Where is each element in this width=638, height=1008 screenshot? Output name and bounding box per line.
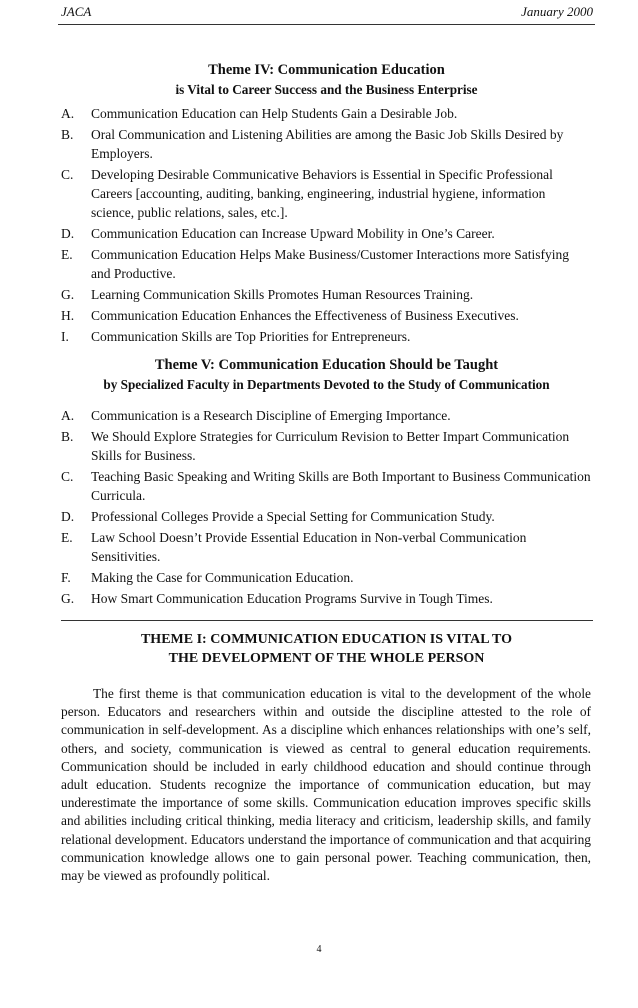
item-text: Communication Education can Help Students Gain a Desirable Job. xyxy=(91,106,458,121)
list-item xyxy=(61,568,591,587)
theme4-list xyxy=(61,104,591,348)
item-letter: E. xyxy=(61,247,73,262)
theme5-list xyxy=(61,406,591,610)
item-text: Teaching Basic Speaking and Writing Skills are Both Important to Business Communication Curricula. xyxy=(91,469,591,503)
theme5-title xyxy=(58,356,595,394)
item-letter: I. xyxy=(61,329,69,344)
section-heading xyxy=(58,630,595,668)
item-text: Learning Communication Skills Promotes Human Resources Training. xyxy=(91,287,474,302)
item-letter: B. xyxy=(61,127,74,142)
theme4-title-line2: is Vital to Career Success and the Business Enterprise xyxy=(175,82,478,97)
list-item xyxy=(61,589,591,608)
item-text: Making the Case for Communication Education. xyxy=(91,570,354,585)
item-letter: G. xyxy=(61,591,75,606)
header-divider xyxy=(58,24,595,25)
item-text: Oral Communication and Listening Abilities are among the Basic Job Skills Desired by Employers. xyxy=(91,127,564,161)
list-item xyxy=(61,306,591,325)
section-heading-line2: THE DEVELOPMENT OF THE WHOLE PERSON xyxy=(168,651,485,666)
list-item xyxy=(61,327,591,346)
list-item xyxy=(61,125,591,163)
item-letter: G. xyxy=(61,287,75,302)
list-item xyxy=(61,224,591,243)
item-text: Professional Colleges Provide a Special Setting for Communication Study. xyxy=(91,509,495,524)
item-letter: F. xyxy=(61,570,71,585)
list-item xyxy=(61,245,591,283)
theme4-title xyxy=(58,61,595,99)
section-heading-line1: THEME I: COMMUNICATION EDUCATION IS VITAL TO xyxy=(140,632,513,647)
item-letter: C. xyxy=(61,167,74,182)
list-item xyxy=(61,427,591,465)
list-item xyxy=(61,406,591,425)
list-item xyxy=(61,467,591,505)
section-divider xyxy=(61,620,593,621)
journal-name: JACA xyxy=(61,4,92,19)
list-item xyxy=(61,285,591,304)
list-item xyxy=(61,165,591,222)
body-paragraph: The first theme is that communication education is vital to the development of the whole person. Educators and researchers within and outside the discipline attested to the role of communication in self-development. As a discipline which enhances relationships with one’s self, others, and society, communication is viewed as central to general education requirements. Communication should be included in early childhood education and should continue through adult education. Students recognize the importance of communication education, but may underestimate the importance of some skills. Communication education improves specific skills and abilities including critical thinking, media literacy and criticism, leadership skills, and family relational development. Educators understand the importance of communication and that acquiring communication knowledge allows one to gain personal power. Teaching communication, then, may be viewed as profoundly political. xyxy=(61,686,591,884)
list-item xyxy=(61,104,591,123)
item-text: We Should Explore Strategies for Curriculum Revision to Better Impart Communication Skills for Business. xyxy=(91,429,570,463)
item-letter: A. xyxy=(61,408,75,423)
list-item xyxy=(61,507,591,526)
item-text: Communication is a Research Discipline of Emerging Importance. xyxy=(91,408,451,423)
item-letter: E. xyxy=(61,530,73,545)
item-text: Law School Doesn’t Provide Essential Education in Non-verbal Communication Sensitivities. xyxy=(91,530,527,564)
issue-date: January 2000 xyxy=(521,4,593,19)
item-letter: H. xyxy=(61,308,75,323)
item-text: Communication Education Helps Make Business/Customer Interactions more Satisfying and Productive. xyxy=(91,247,570,281)
item-text: Communication Education Enhances the Effectiveness of Business Executives. xyxy=(91,308,519,323)
item-letter: D. xyxy=(61,226,75,241)
item-text: Communication Education can Increase Upward Mobility in One’s Career. xyxy=(91,226,495,241)
item-letter: D. xyxy=(61,509,75,524)
list-item xyxy=(61,528,591,566)
item-letter: A. xyxy=(61,106,75,121)
theme5-title-line2: by Specialized Faculty in Departments Devoted to the Study of Communication xyxy=(103,377,550,392)
item-text: How Smart Communication Education Programs Survive in Tough Times. xyxy=(91,591,493,606)
item-text: Communication Skills are Top Priorities for Entrepreneurs. xyxy=(91,329,411,344)
theme4-title-line1: Theme IV: Communication Education xyxy=(208,62,445,78)
item-text: Developing Desirable Communicative Behaviors is Essential in Specific Professional Careers [accounting, auditing, banking, engineering, industrial hygiene, information science, public relations, sales, etc.]. xyxy=(91,167,553,220)
theme5-title-line1: Theme V: Communication Education Should be Taught xyxy=(154,357,499,373)
page-number: 4 xyxy=(316,944,322,955)
item-letter: B. xyxy=(61,429,74,444)
item-letter: C. xyxy=(61,469,74,484)
